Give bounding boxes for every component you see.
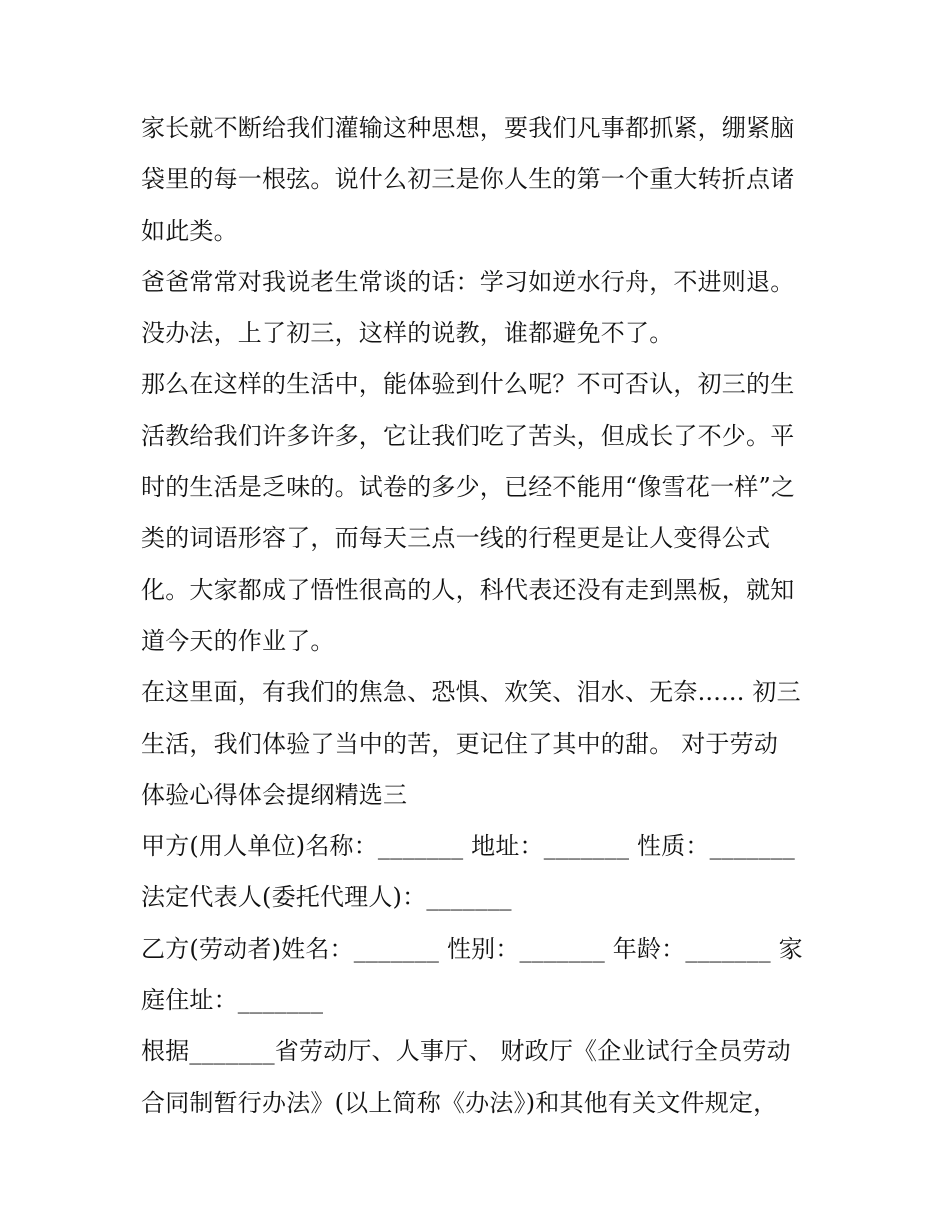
text-line-10: 化。大家都成了悟性很高的人，科代表还没有走到黑板，就知 — [141, 575, 795, 604]
text-line-9: 类的词语形容了，而每天三点一线的行程更是让人变得公式 — [141, 524, 771, 553]
text-line-1: 家长就不断给我们灌输这种思想，要我们凡事都抓紧，绷紧脑 — [141, 114, 795, 142]
party-b-fields: 乙方(劳动者)姓名：_______ 性别：_______ 年龄：_______ 家 — [141, 934, 803, 963]
document-body — [141, 103, 821, 1129]
text-line-2: 袋里的每一根弦。说什么初三是你人生的第一个重大转折点诸 — [141, 165, 795, 194]
text-line-20: 合同制暂行办法》(以上简称《办法》)和其他有关文件规定， — [141, 1088, 778, 1117]
text-line-4: 爸爸常常对我说老生常谈的话：学习如逆水行舟，不进则退。 — [141, 267, 795, 296]
text-line-8: 时的生活是乏味的。试卷的多少，已经不能用“像雪花一样”之 — [141, 473, 796, 502]
text-line-3: 如此类。 — [141, 216, 238, 245]
text-line-19: 根据_______省劳动厅、人事厅、 财政厅《企业试行全员劳动 — [141, 1037, 791, 1066]
text-line-12: 在这里面，有我们的焦急、恐惧、欢笑、泪水、无奈...... 初三 — [141, 678, 801, 707]
section-heading: 体验心得体会提纲精选三 — [141, 780, 408, 809]
party-a-fields: 甲方(用人单位)名称：_______ 地址：_______ 性质：_______ — [141, 832, 795, 861]
text-line-5: 没办法，上了初三，这样的说教，谁都避免不了。 — [141, 319, 674, 348]
legal-representative-field: 法定代表人(委托代理人)：_______ — [141, 883, 512, 912]
text-line-13: 生活，我们体验了当中的苦，更记住了其中的甜。 对于劳动 — [141, 729, 779, 758]
text-line-6: 那么在这样的生活中，能体验到什么呢？不可否认，初三的生 — [141, 370, 795, 399]
text-line-11: 道今天的作业了。 — [141, 626, 335, 655]
home-address-field: 庭住址：_______ — [141, 986, 324, 1015]
text-line-7: 活教给我们许多许多，它让我们吃了苦头，但成长了不少。平 — [141, 421, 795, 450]
